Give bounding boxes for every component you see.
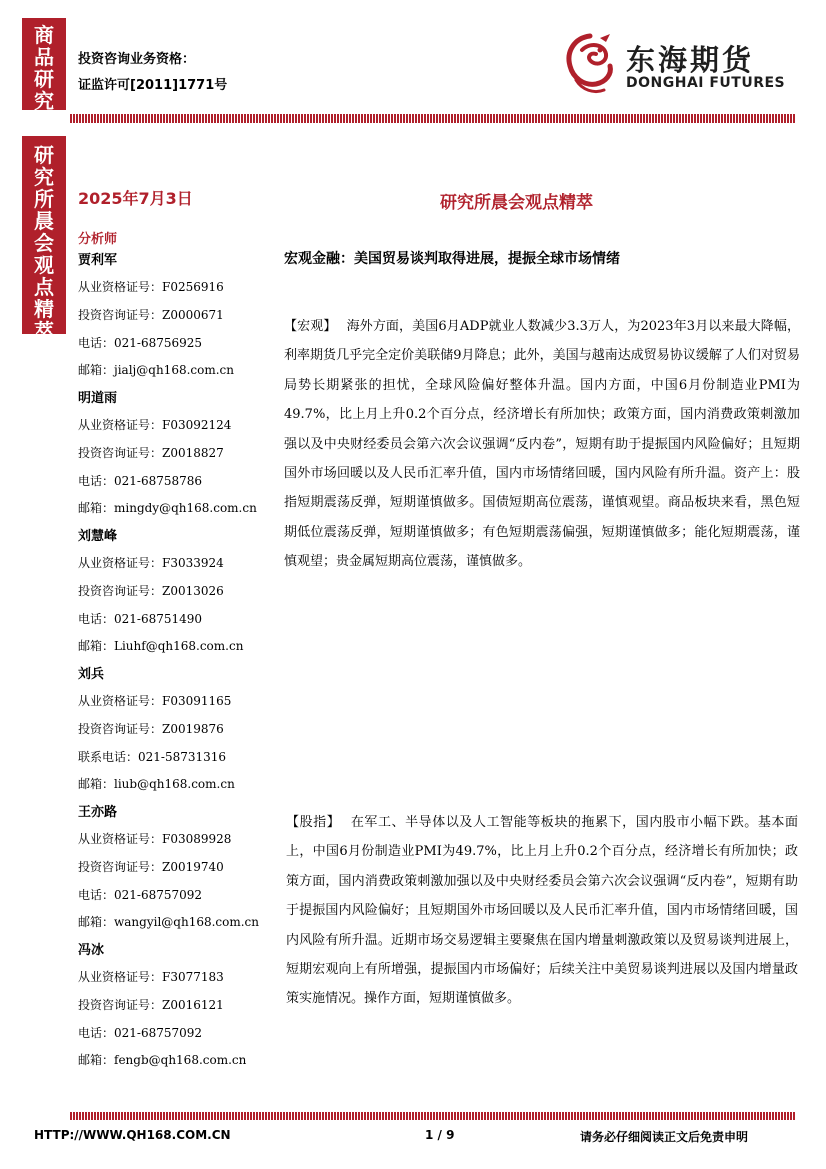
analyst-license: 从业资格证号：F3077183 bbox=[78, 970, 224, 984]
equity-section bbox=[284, 808, 798, 1014]
macro-tag: 【宏观】 bbox=[284, 319, 337, 334]
analyst-card bbox=[78, 800, 278, 938]
analyst-advisory-license: 投资咨询证号：Z0000671 bbox=[78, 307, 224, 322]
footer-website-link[interactable]: HTTP://WWW.QH168.COM.CN bbox=[34, 1128, 231, 1142]
analyst-name: 贾利军 bbox=[78, 253, 118, 268]
analyst-label: 分析师 bbox=[78, 232, 118, 247]
analyst-license: 从业资格证号：F03089928 bbox=[78, 832, 232, 846]
macro-body: 海外方面，美国6月ADP就业人数减少3.3万人，为2023年3月以来最大降幅，利率期货几乎完全定价美联储9月降息；此外，美国与越南达成贸易协议缓解了人们对贸易局势长期紧张的担忧，全球风险偏好整体升温。国内方面，中国6月份制造业PMI为49.7%，比上月上升0.2个百分点，经济增长有所加快；政策方面，国内消费政策刺激加强以及中央财经委员会第六次会议强调“反内卷”，短期有助于提振国内风险偏好；且短期国外市场回暖以及人民币汇率升值，国内市场情绪回暖，国内风险有所升温。资产上：股指短期震荡反弹，短期谨慎做多。国债短期高位震荡，谨慎观望。商品板块来看，黑色短期低位震荡反弹，短期谨慎做多；有色短期震荡偏强，短期谨慎做多；能化短期震荡，谨慎观望；贵金属短期高位震荡，谨慎做多。 bbox=[284, 319, 800, 570]
analyst-phone: 电话：021-68757092 bbox=[78, 1025, 203, 1040]
footer-disclaimer: 请务必仔细阅读正文后免责申明 bbox=[580, 1130, 749, 1144]
analyst-phone: 联系电话：021-58731316 bbox=[78, 749, 227, 764]
equity-tag: 【股指】 bbox=[286, 815, 341, 830]
analyst-phone: 电话：021-68758786 bbox=[78, 473, 203, 488]
analyst-license: 从业资格证号：F3033924 bbox=[78, 556, 224, 570]
analyst-card bbox=[78, 386, 278, 524]
analyst-name: 明道雨 bbox=[78, 391, 118, 406]
analyst-email: 邮箱：mingdy@qh168.com.cn bbox=[78, 501, 257, 516]
analyst-license: 从业资格证号：F03091165 bbox=[78, 694, 232, 708]
analyst-email: 邮箱：jialj@qh168.com.cn bbox=[78, 363, 234, 378]
analyst-license: 从业资格证号：F03092124 bbox=[78, 418, 232, 432]
analyst-phone: 电话：021-68751490 bbox=[78, 611, 203, 626]
analyst-email: 邮箱：wangyil@qh168.com.cn bbox=[78, 915, 260, 930]
analyst-phone: 电话：021-68757092 bbox=[78, 887, 203, 902]
analyst-name: 刘兵 bbox=[78, 667, 105, 682]
analyst-email: 邮箱：Liuhf@qh168.com.cn bbox=[78, 639, 244, 654]
analyst-card bbox=[78, 524, 278, 662]
equity-body: 在军工、半导体以及人工智能等板块的拖累下，国内股市小幅下跌。基本面上，中国6月份制造业PMI为49.7%，比上月上升0.2个百分点，经济增长有所加快；政策方面，国内消费政策刺激加强以及中央财经委员会第六次会议强调“反内卷”，短期有助于提振国内风险偏好；且短期国外市场回暖以及人民币汇率升值，国内市场情绪回暖，国内风险有所升温。近期市场交易逻辑主要聚焦在国内增量刺激政策以及贸易谈判进展上，短期宏观向上有所增强，提振国内市场偏好；后续关注中美贸易谈判进展以及国内增量政策实施情况。操作方面，短期谨慎做多。 bbox=[286, 815, 798, 1007]
analyst-name: 王亦路 bbox=[78, 805, 118, 820]
analyst-advisory-license: 投资咨询证号：Z0016121 bbox=[78, 997, 224, 1012]
analyst-advisory-license: 投资咨询证号：Z0018827 bbox=[78, 445, 224, 460]
header-divider bbox=[70, 114, 796, 123]
qualification-title: 投资咨询业务资格： bbox=[78, 52, 196, 67]
analyst-advisory-license: 投资咨询证号：Z0019876 bbox=[78, 721, 224, 736]
report-headline: 宏观金融：美国贸易谈判取得进展，提振全球市场情绪 bbox=[284, 251, 620, 267]
company-logo bbox=[560, 30, 800, 98]
analyst-phone: 电话：021-68756925 bbox=[78, 335, 203, 350]
logo-name-cn: 东海期货 bbox=[626, 43, 755, 77]
analyst-advisory-license: 投资咨询证号：Z0019740 bbox=[78, 859, 224, 874]
analyst-list bbox=[78, 248, 278, 1076]
qualification-license: 证监许可[2011]1771号 bbox=[78, 78, 228, 93]
report-date: 2025年7月3日 bbox=[78, 189, 193, 208]
footer-page-number: 1 / 9 bbox=[425, 1128, 455, 1142]
report-type-tab-label: 研究所晨会观点精萃 bbox=[34, 143, 54, 343]
category-tab bbox=[22, 18, 66, 113]
macro-section bbox=[284, 312, 800, 577]
analyst-email: 邮箱：liub@qh168.com.cn bbox=[78, 777, 235, 792]
analyst-card bbox=[78, 248, 278, 386]
footer-divider bbox=[70, 1112, 796, 1120]
category-tab-label: 商品研究 bbox=[34, 23, 54, 113]
analyst-advisory-license: 投资咨询证号：Z0013026 bbox=[78, 583, 224, 598]
logo-name-en: DONGHAI FUTURES bbox=[626, 75, 786, 91]
dragon-logo-icon bbox=[560, 30, 622, 98]
analyst-name: 刘慧峰 bbox=[78, 529, 118, 544]
analyst-license: 从业资格证号：F0256916 bbox=[78, 280, 224, 294]
analyst-email: 邮箱：fengb@qh168.com.cn bbox=[78, 1053, 247, 1068]
analyst-card bbox=[78, 662, 278, 800]
report-title: 研究所晨会观点精萃 bbox=[440, 193, 593, 213]
report-type-tab bbox=[22, 136, 66, 343]
analyst-card bbox=[78, 938, 278, 1076]
analyst-name: 冯冰 bbox=[78, 943, 105, 958]
